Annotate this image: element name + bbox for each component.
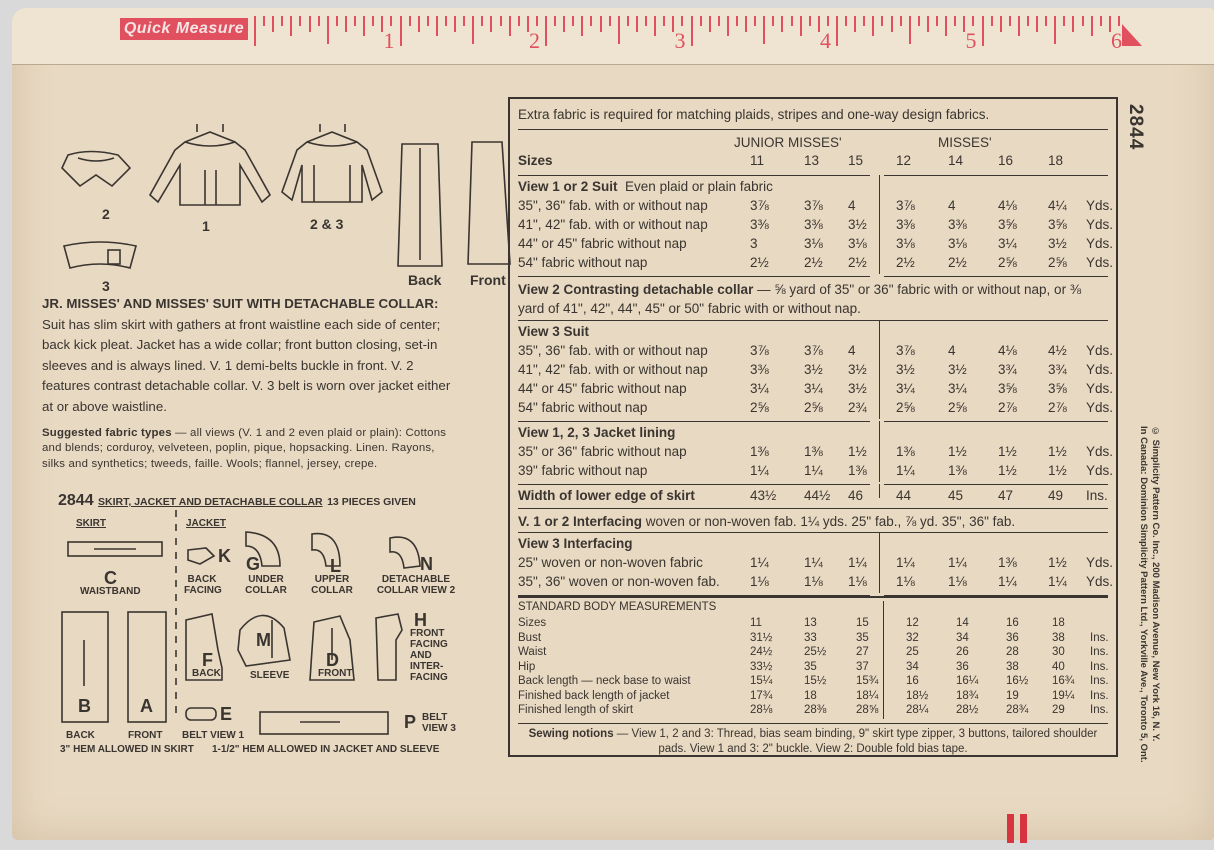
- section-title: View 1, 2, 3 Jacket lining: [518, 425, 676, 440]
- yardage-chart: Extra fabric is required for matching plaids, stripes and one-way design fabrics. JUNIOR MISSES' MISSES' Sizes 11 13 15 12 14 16 18 View 1 or 2 Suit Even plaid or plain fabric 35", 36" fab. with or without nap 3⅞ 3⅞ 4 3⅞ 4 4⅛ 4¼ Yds. 41", 42" fab. with or without nap 3⅜ 3⅜ 3½ 3⅜ 3⅜ 3⅝ 3⅝ Yds. 44" or 45" fabric without nap 3 3⅛ 3⅛ 3⅛ 3⅛ 3¼ 3½ Yds. 54" fabric without nap 2½ 2½ 2½ 2½ 2½ 2⅝ 2⅝ Yds. View 2 Contrasting detachable collar — ⅝ yard of 35" or 36" fabric with or without nap, or ⅜ yard of 41", 42", 44", 45" or 50" fabric with or without nap. View 3 Suit 35", 36" fab. with or without nap 3⅞ 3⅞ 4 3⅞ 4 4⅛ 4½ Yds. 41", 42" fab. with or without nap 3⅜ 3½ 3½ 3½ 3½ 3¾ 3¾ Yds. 44" or 45" fabric without nap 3¼ 3¼ 3½ 3¼ 3¼ 3⅝ 3⅝ Yds. 54" fabric without nap 2⅝ 2⅝ 2¾ 2⅝ 2⅝ 2⅞ 2⅞ Yds. View 1, 2, 3 Jacket lining 35" or 36" fabric without nap 1⅜ 1⅜ 1½ 1⅜ 1½ 1½ 1½ Yds. 39" fabric without nap 1¼ 1¼ 1⅜ 1¼ 1⅜ 1½ 1½ Yds. Width of lower edge of skirt 43½ 44½ 46 44 45 47 49 Ins. V. 1 or 2 Interfacing woven or non-woven fab. 1¼ yds. 25" fab., ⅞ yd. 35", 36" fab. View 3 Interfacing 25" woven or non-woven fabric 1¼ 1¼ 1¼ 1¼ 1¼ 1⅜ 1½ Yds. 35", 36" woven or non-woven fab. 1⅛ 1⅛ 1⅛ 1⅛ 1⅛ 1¼ 1¼ Yds. STANDARD BODY MEASUREMENTS Sizes 11 13 15 12 14 16 18 Bust 31½ 33 35 32 34 36 38 Ins. Waist 24½ 25½ 27 25 26 28 30 Ins. Hip 33½ 35 37 34 36 38 40 Ins. Back length — neck base to waist 15¼ 15½ 15¾ 16 16¼ 16½ 16¾ Ins. Finished back length of jacket 17¾ 18 18¼ 18½ 18¾ 19 19¼ Ins. Finished length of skirt 28⅛ 28⅜ 28⅝ 28¼ 28½ 28¾ 29 Ins. Sewing notions — View 1, 2 and 3: Thread, bias seam binding, 9" skirt type zipper, 3 buttons, tailored shoulder pads. View 1 and 3: 2" buckle. View 2: Double fold bias tape.: [508, 97, 1118, 757]
- quick-measure-ruler: [12, 8, 1214, 65]
- garment-line-drawings-icon: [40, 120, 520, 300]
- ruler-end-triangle-icon: [1122, 24, 1142, 46]
- ruler-inch-label: 5: [965, 28, 977, 53]
- ruler-inch-label: 6: [1111, 28, 1122, 53]
- view-illustrations: [40, 120, 510, 294]
- pattern-pieces-diagram: 2844 SKIRT, JACKET AND DETACHABLE COLLAR 13 PIECES GIVEN SKIRT JACKET C WAISTBAND K BACK FACING G UNDER COLLAR L UPPER COLLAR N DETACHABLE COLLAR VIEW 2 B BACK A FRONT F BACK M SLEEVE D FRONT H FRONT FACING AND INTER-FACING E BELT VIEW 1 P BELT VIEW 3 3" HEM ALLOWED IN SKIRT 1-1/2" HEM ALLOWED IN JACKET AND SLEEVE: [40, 490, 505, 760]
- copyright-notice: © Simplicity Pattern Co. Inc., 200 Madison Avenue, New York 16, N. Y. In Canada: Dominion Simplicity Pattern Ltd., Yorkville Ave., Toronto 5, Ont.: [1138, 426, 1161, 763]
- sewing-notions: Sewing notions — View 1, 2 and 3: Thread, bias seam binding, 9" skirt type zipper, 3 buttons, tailored shoulder pads. View 1 and 3: 2" buckle. View 2: Double fold bias tape.: [528, 727, 1098, 755]
- ruler-inch-label: 4: [820, 28, 831, 53]
- view-label-3: 3: [102, 278, 110, 294]
- view-label-2: 2: [102, 206, 110, 222]
- red-alignment-marks: [1007, 814, 1033, 848]
- plaid-note: Extra fabric is required for matching plaids, stripes and one-way design fabrics.: [518, 107, 990, 122]
- description-title: JR. MISSES' AND MISSES' SUIT WITH DETACHABLE COLLAR:: [42, 296, 439, 311]
- description-body: Suit has slim skirt with gathers at front waistline each side of center; back kick pleat. Jacket has a wide collar; front button closing, set-in sleeves and is always lined. V. 1 demi-belts buckle in front. V. 2 features contrast detachable collar. V. 3 belt is worn over jacket either at or above waistline.: [42, 316, 451, 414]
- pattern-number-vertical: 2844: [1125, 104, 1146, 151]
- section-title: View 3 Interfacing: [518, 536, 633, 551]
- view-label-front: Front: [470, 272, 506, 288]
- ruler-inch-label: 1: [383, 28, 395, 53]
- view-label-1: 1: [202, 218, 210, 234]
- section-note: V. 1 or 2 Interfacing woven or non-woven fab. 1¼ yds. 25" fab., ⅞ yd. 35", 36" fab.: [518, 514, 1016, 529]
- view-label-2-3: 2 & 3: [310, 216, 344, 232]
- body-measurements-title: STANDARD BODY MEASUREMENTS: [518, 601, 717, 613]
- section-title: View 1 or 2 Suit Even plaid or plain fabric: [518, 179, 773, 194]
- suggested-fabrics: Suggested fabric types — all views (V. 1 and 2 even plaid or plain): Cottons and blends; corduroy, velveteen, poplin, pique, hopsacking. Linen. Rayons, silks and synthetics; tweeds, faille. Wools; flannel, jersey, crepe.: [42, 427, 447, 470]
- ruler-inch-label: 3: [674, 28, 686, 53]
- ruler-ticks: [250, 16, 1130, 56]
- view-label-back: Back: [408, 272, 442, 288]
- quick-measure-label: Quick Measure: [120, 18, 248, 40]
- section-title: View 3 Suit: [518, 324, 590, 339]
- pattern-envelope: [12, 8, 1214, 840]
- section-note: View 2 Contrasting detachable collar — ⅝ yard of 35" or 36" fabric with or without nap, or ⅜ yard of 41", 42", 44", 45" or 50" fabric with or without nap.: [518, 282, 1082, 316]
- ruler-inch-label: 2: [529, 28, 540, 53]
- pattern-description: [42, 294, 460, 417]
